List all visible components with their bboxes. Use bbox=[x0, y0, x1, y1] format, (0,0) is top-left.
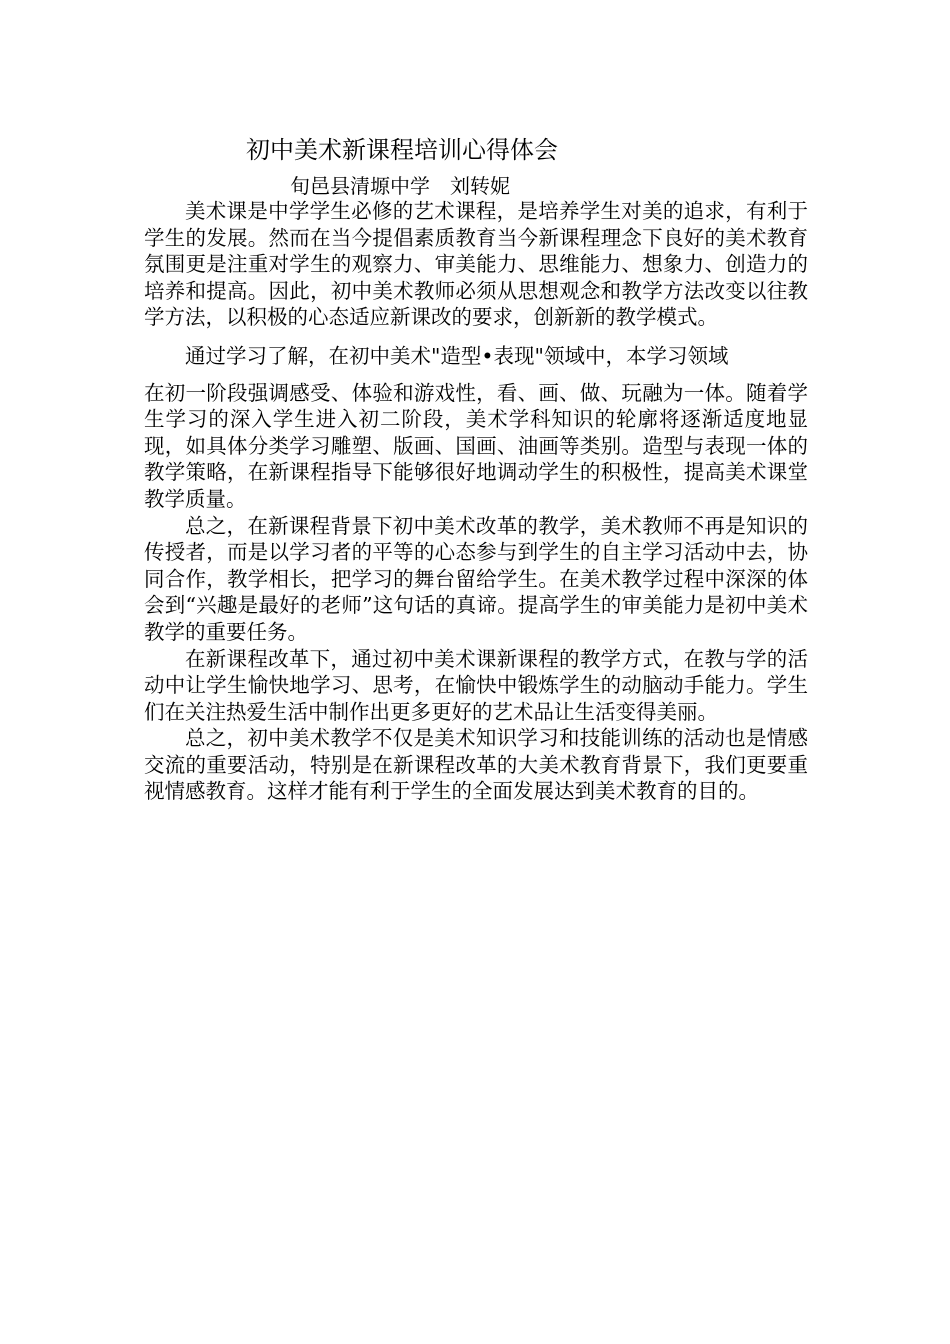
paragraph-6: 总之，初中美术教学不仅是美术知识学习和技能训练的活动也是情感交流的重要活动，特别是在新课程改革的大美术教育背景下，我们更要重视情感教育。这样才能有利于学生的全面发展达到美术教育的目的。 bbox=[144, 726, 808, 804]
document-title: 初中美术新课程培训心得体会 bbox=[246, 136, 558, 164]
document-body bbox=[144, 198, 808, 805]
paragraph-3: 在初一阶段强调感受、体验和游戏性，看、画、做、玩融为一体。随着学生学习的深入学生进入初二阶段，美术学科知识的轮廓将逐渐适度地显现，如具体分类学习雕塑、版画、国画、油画等类别。造型与表现一体的教学策略，在新课程指导下能够很好地调动学生的积极性，提高美术课堂教学质量。 bbox=[144, 380, 808, 511]
paragraph-4: 总之，在新课程背景下初中美术改革的教学，美术教师不再是知识的传授者，而是以学习者的平等的心态参与到学生的自主学习活动中去，协同合作，教学相长，把学习的舞台留给学生。在美术教学过程中深深的体会到“兴趣是最好的老师”这句话的真谛。提高学生的审美能力是初中美术教学的重要任务。 bbox=[144, 513, 808, 644]
paragraph-2: 通过学习了解，在初中美术"造型•表现"领域中，本学习领域 bbox=[185, 343, 729, 368]
paragraph-5: 在新课程改革下，通过初中美术课新课程的教学方式，在教与学的活动中让学生愉快地学习、思考，在愉快中锻炼学生的动脑动手能力。学生们在关注热爱生活中制作出更多更好的艺术品让生活变得美丽。 bbox=[144, 646, 808, 724]
paragraph-1: 美术课是中学学生必修的艺术课程，是培养学生对美的追求，有利于学生的发展。然而在当今提倡素质教育当今新课程理念下良好的美术教育氛围更是注重对学生的观察力、审美能力、思维能力、想象力、创造力的培养和提高。因此，初中美术教师必须从思想观念和教学方法改变以往教学方法，以积极的心态适应新课改的要求，创新新的教学模式。 bbox=[144, 199, 808, 330]
document-author: 旬邑县清塬中学 刘转妮 bbox=[290, 174, 510, 198]
